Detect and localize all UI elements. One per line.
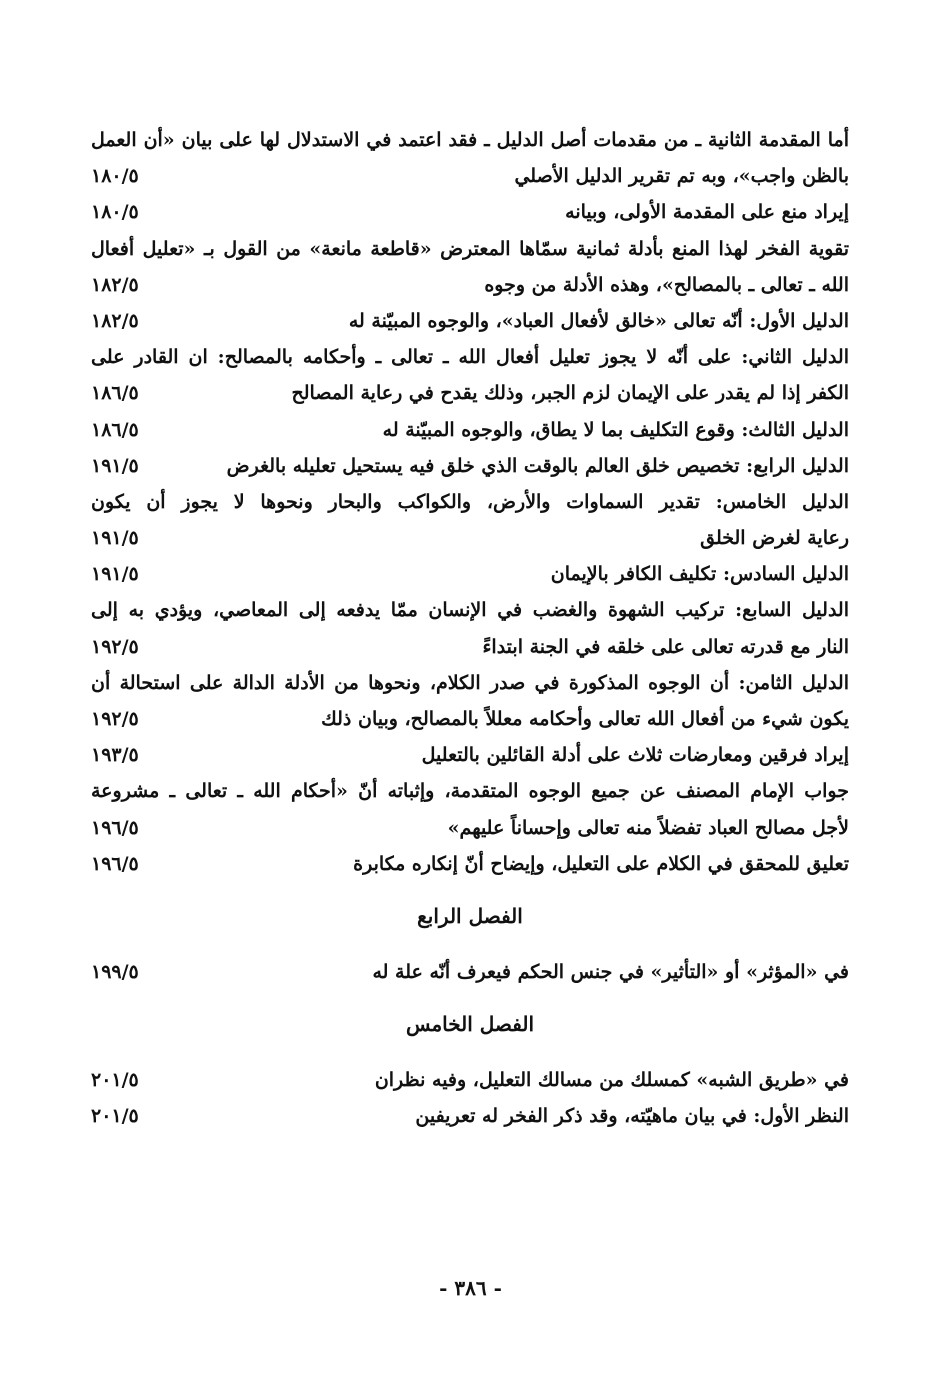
entry-text: الدليل الأول: أنّه تعالى «خالق لأفعال العباد»، والوجوه المبيّنة له xyxy=(348,309,849,332)
entry-page-ref: ١٩٦/٥ xyxy=(91,852,139,875)
entry-text: بالظن واجب»، وبه تم تقرير الدليل الأصلي xyxy=(514,165,849,188)
index-entry-line xyxy=(91,412,849,448)
index-entry-line xyxy=(91,520,849,556)
entry-text: النار مع قدرته تعالى على خلقه في الجنة ابتداءً xyxy=(482,635,849,658)
entry-text: تعليق للمحقق في الكلام على التعليل، وإيضاح أنّ إنكاره مكابرة xyxy=(353,852,849,875)
index-entry-line xyxy=(91,122,849,158)
entry-page-ref: ٢٠١/٥ xyxy=(91,1069,139,1092)
index-entry-line xyxy=(91,448,849,484)
section-entries xyxy=(91,122,849,882)
entry-text: تقوية الفخر لهذا المنع بأدلة ثمانية سمّاها المعترض «قاطعة مانعة» من القول بـ «تعليل أفعال xyxy=(91,237,849,260)
entry-page-ref: ١٨٦/٥ xyxy=(91,418,139,441)
entry-page-ref: ١٩٩/٥ xyxy=(91,960,139,983)
index-entry-line xyxy=(91,701,849,737)
index-entry-line xyxy=(91,158,849,194)
entry-text: في «طريق الشبه» كمسلك من مسالك التعليل، وفيه نظران xyxy=(374,1069,849,1092)
entry-page-ref: ١٩١/٥ xyxy=(91,563,139,586)
entry-text: أما المقدمة الثانية ـ من مقدمات أصل الدليل ـ فقد اعتمد في الاستدلال لها على بيان «أن العمل xyxy=(91,129,849,151)
entry-page-ref: ١٨٢/٥ xyxy=(91,273,139,296)
chapter-4-title: الفصل الرابع xyxy=(417,903,523,928)
entry-text: الدليل الثالث: وقوع التكليف بما لا يطاق، والوجوه المبيّنة له xyxy=(382,418,849,441)
entry-text: إيراد فرقين ومعارضات ثلاث على أدلة القائلين بالتعليل xyxy=(421,744,849,767)
entry-text: الدليل الرابع: تخصيص خلق العالم بالوقت الذي خلق فيه يستحيل تعليله بالغرض xyxy=(226,454,849,477)
entry-text: جواب الإمام المصنف عن جميع الوجوه المتقدمة، وإثباته أنّ «أحكام الله ـ تعالى ـ مشروعة xyxy=(91,780,849,803)
index-entry-line xyxy=(91,484,849,520)
entry-text: رعاية لغرض الخلق xyxy=(700,527,849,550)
page-number: - ٣٨٦ - xyxy=(439,1276,502,1300)
index-entry-line xyxy=(91,1098,849,1134)
entry-page-ref: ١٩٢/٥ xyxy=(91,708,139,730)
index-entry-line xyxy=(91,556,849,592)
entry-page-ref: ١٨٢/٥ xyxy=(91,309,139,332)
entry-text: الدليل الخامس: تقدير السماوات والأرض، والكواكب والبحار ونحوها لا يجوز أن يكون xyxy=(91,490,849,513)
entry-page-ref: ١٨٦/٥ xyxy=(91,382,139,405)
index-entry-line xyxy=(91,194,849,230)
entry-text: إيراد منع على المقدمة الأولى، وبيانه xyxy=(565,201,849,224)
entry-page-ref: ١٨٠/٥ xyxy=(91,165,139,188)
entry-text: لأجل مصالح العباد تفضلاً منه تعالى وإحساناً عليهم» xyxy=(447,816,849,839)
entry-text: الله ـ تعالى ـ بالمصالح»، وهذه الأدلة من وجوه xyxy=(484,273,849,296)
entry-text: النظر الأول: في بيان ماهيّته، وقد ذكر الفخر له تعريفين xyxy=(415,1105,849,1128)
index-page xyxy=(91,122,849,1135)
entry-text: الدليل السادس: تكليف الكافر بالإيمان xyxy=(550,563,849,586)
index-entry-line xyxy=(91,592,849,628)
index-entry-line xyxy=(91,629,849,665)
entry-text: الدليل الثاني: على أنّه لا يجوز تعليل أفعال الله ـ تعالى ـ وأحكامه بالمصالح: ان القادر على xyxy=(91,346,849,369)
index-entry-line xyxy=(91,339,849,375)
chapter-5-entries xyxy=(91,1062,849,1134)
entry-text: الدليل الثامن: أن الوجوه المذكورة في صدر الكلام، ونحوها من الأدلة الدالة على استحالة أن xyxy=(91,671,849,694)
entry-text: الكفر إذا لم يقدر على الإيمان لزم الجبر، وذلك يقدح في رعاية المصالح xyxy=(291,382,849,405)
index-entry-line xyxy=(91,1062,849,1098)
index-entry-line xyxy=(91,231,849,267)
index-entry-line xyxy=(91,303,849,339)
chapter-5-title: الفصل الخامس xyxy=(405,1012,535,1037)
entry-text: يكون شيء من أفعال الله تعالى وأحكامه معللاً بالمصالح، وبيان ذلك xyxy=(321,708,849,730)
entry-page-ref: ١٩٦/٥ xyxy=(91,816,139,839)
index-entry-line xyxy=(91,846,849,882)
index-entry-line xyxy=(91,954,849,990)
entry-page-ref: ٢٠١/٥ xyxy=(91,1105,139,1128)
entry-page-ref: ١٩١/٥ xyxy=(91,454,139,477)
index-entry-line xyxy=(91,810,849,846)
entry-text: في «المؤثر» أو «التأثير» في جنس الحكم فيعرف أنّه علة له xyxy=(372,960,849,983)
chapter-4-entries xyxy=(91,954,849,990)
index-entry-line xyxy=(91,773,849,809)
entry-page-ref: ١٨٠/٥ xyxy=(91,201,139,224)
index-entry-line xyxy=(91,375,849,411)
index-entry-line xyxy=(91,665,849,701)
entry-page-ref: ١٩١/٥ xyxy=(91,527,139,550)
entry-page-ref: ١٩٢/٥ xyxy=(91,635,139,658)
index-entry-line xyxy=(91,267,849,303)
index-entry-line xyxy=(91,737,849,773)
entry-page-ref: ١٩٣/٥ xyxy=(91,744,139,767)
entry-text: الدليل السابع: تركيب الشهوة والغضب في الإنسان ممّا يدفعه إلى المعاصي، ويؤدي به إلى xyxy=(91,599,849,622)
